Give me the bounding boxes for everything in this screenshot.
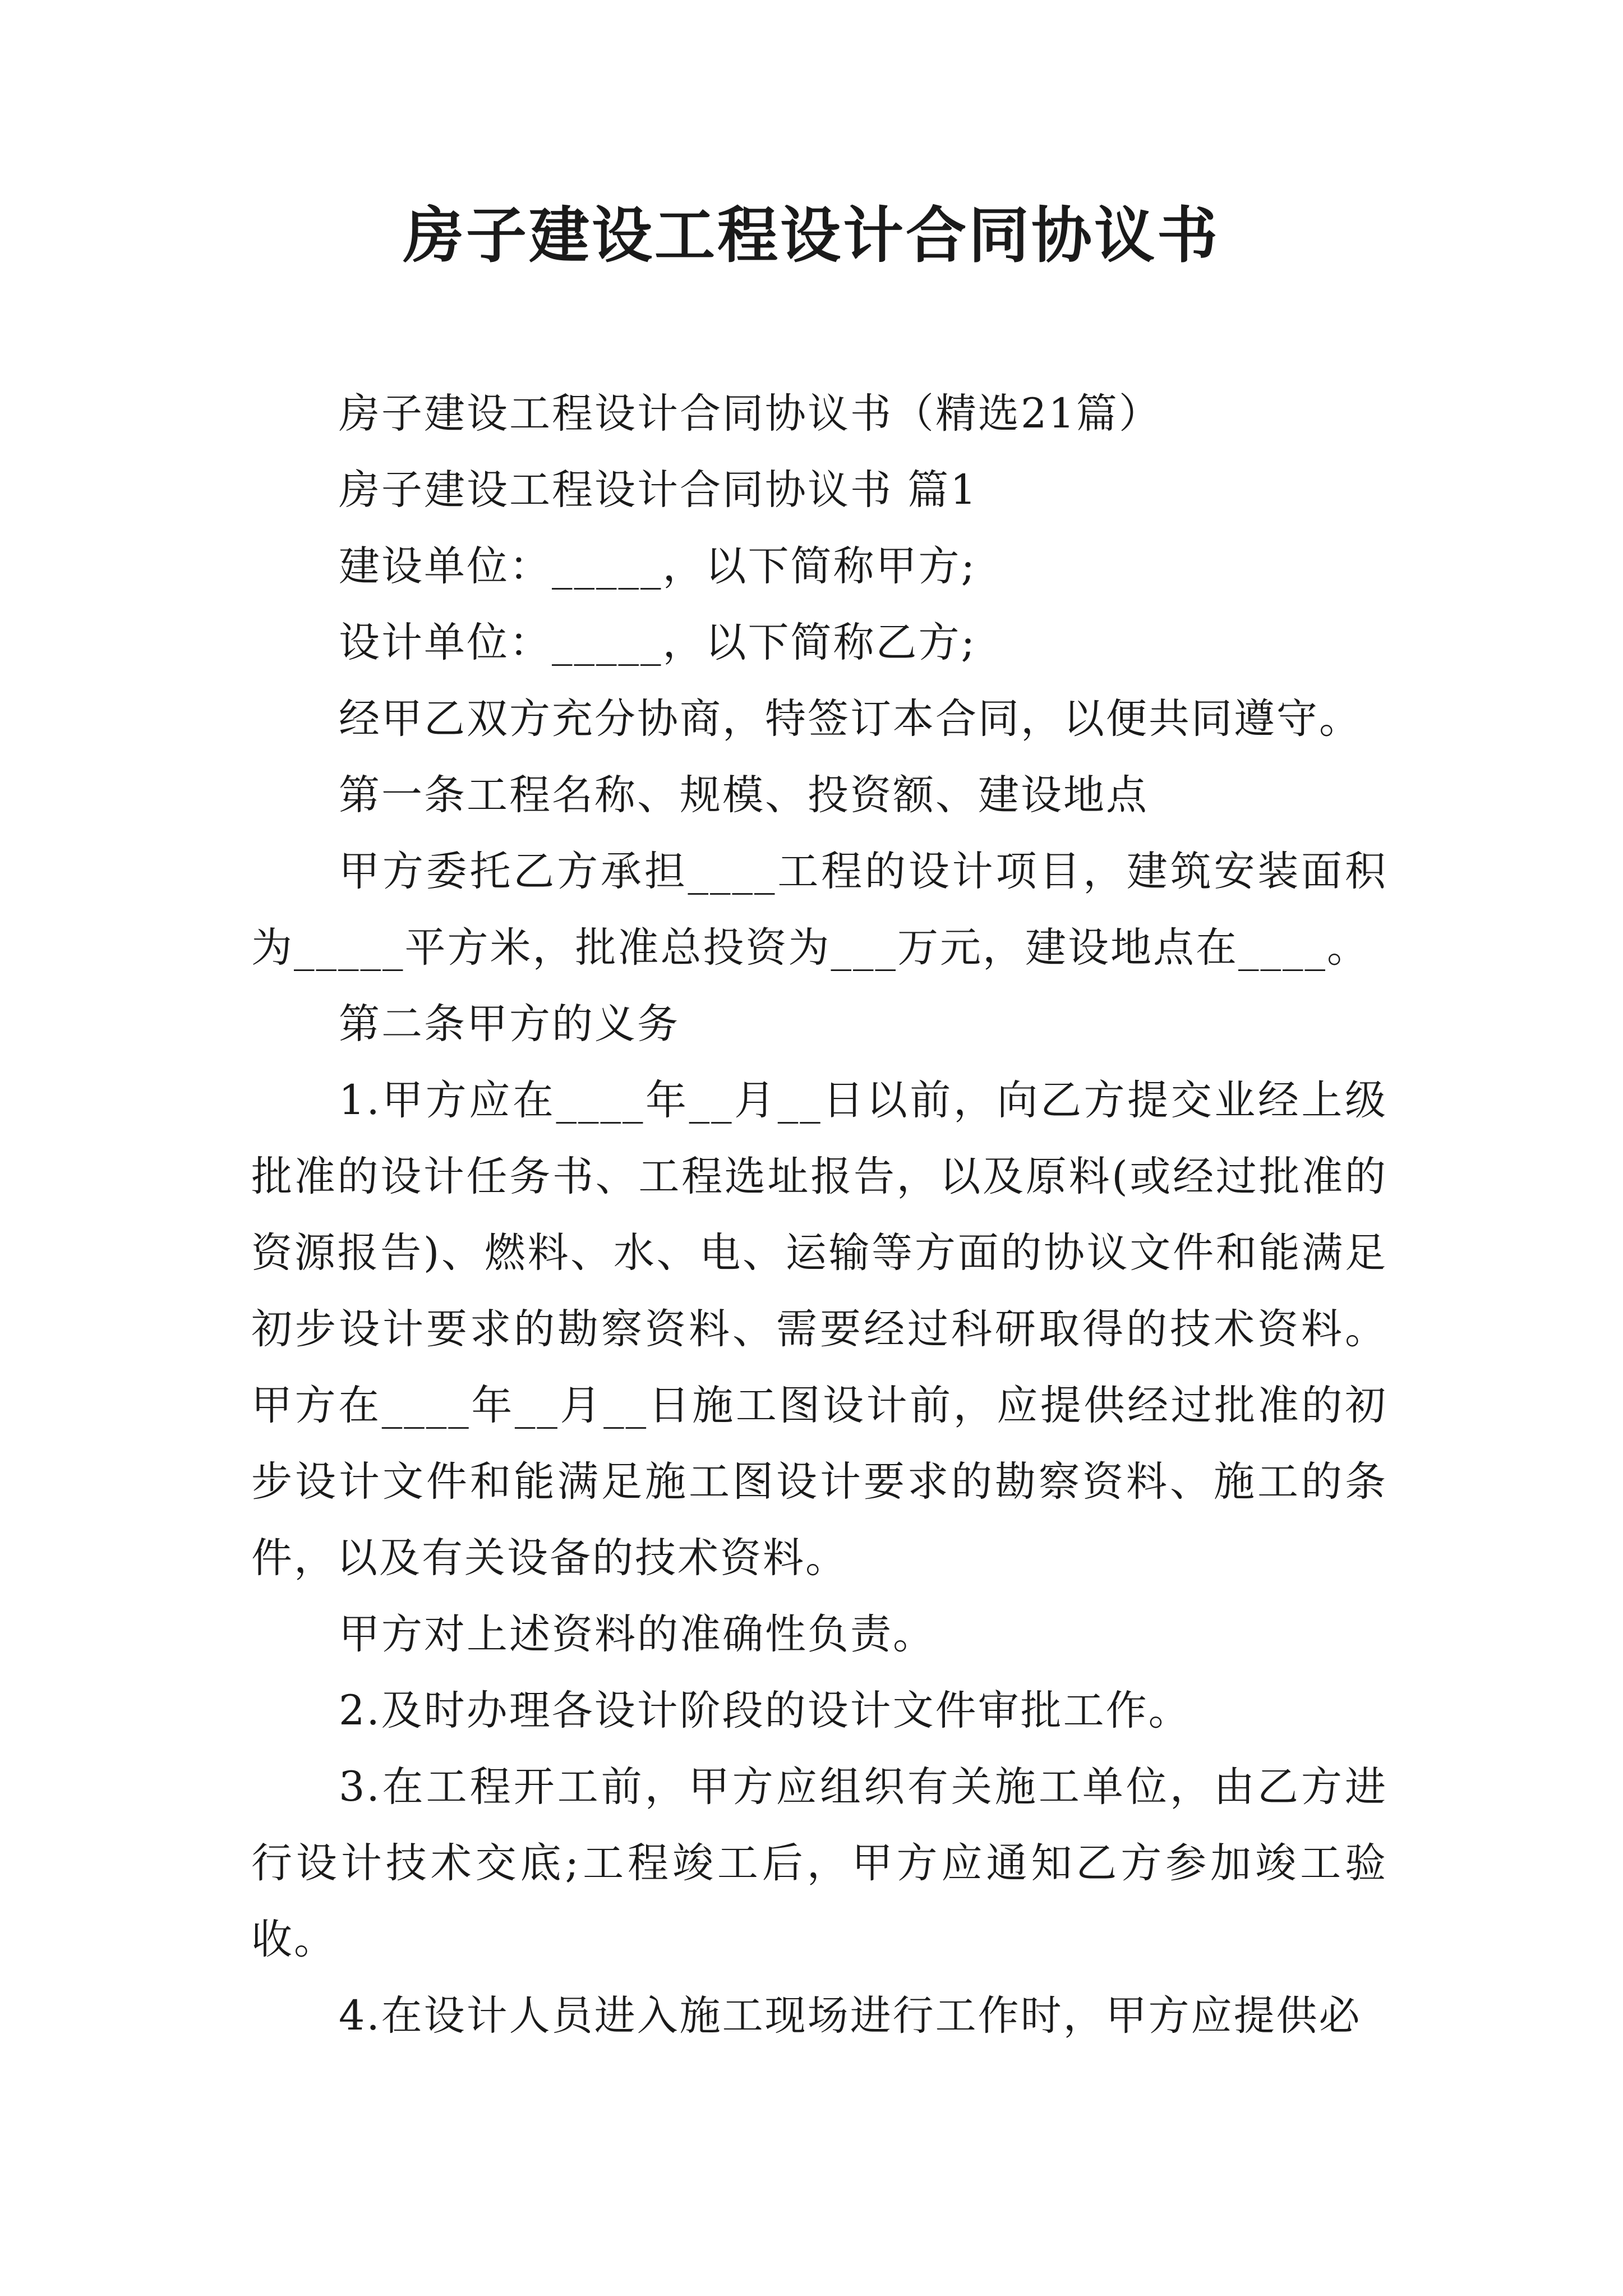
paragraph-article-1-body: 甲方委托乙方承担____工程的设计项目，建筑安装面积为_____平方米，批准总投资为___万元，建设地点在____。 bbox=[251, 848, 1387, 972]
paragraph-duty-1: 1.甲方应在____年__月__日以前，向乙方提交业经上级批准的设计任务书、工程选址报告，以及原料(或经过批准的资源报告)、燃料、水、电、运输等方面的协议文件和能满足初步设计要求的勘察资料、需要经过科研取得的技术资料。甲方在____年__月__日施工图设计前，应提供经过批准的初步设计文件和能满足施工图设计要求的勘察资料、施工的条件，以及有关设备的技术资料。 bbox=[251, 1076, 1387, 1582]
paragraph-duty-3: 3.在工程开工前，甲方应组织有关施工单位，由乙方进行设计技术交底;工程竣工后，甲方应通知乙方参加竣工验收。 bbox=[251, 1763, 1387, 1963]
paragraph-section-heading: 房子建设工程设计合同协议书 篇1 bbox=[339, 466, 978, 514]
paragraph-party-a: 建设单位：_____，以下简称甲方; bbox=[339, 542, 977, 590]
paragraph-article-2-heading: 第二条甲方的义务 bbox=[339, 1000, 680, 1048]
paragraph-duty-2: 2.及时办理各设计阶段的设计文件审批工作。 bbox=[339, 1687, 1191, 1734]
paragraph-subtitle: 房子建设工程设计合同协议书（精选21篇） bbox=[339, 390, 1161, 438]
paragraph-party-b: 设计单位：_____，以下简称乙方; bbox=[339, 619, 977, 666]
document-body bbox=[251, 376, 1387, 2054]
paragraph-accuracy: 甲方对上述资料的准确性负责。 bbox=[339, 1611, 935, 1658]
paragraph-agreement: 经甲乙双方充分协商，特签订本合同，以便共同遵守。 bbox=[339, 695, 1362, 743]
paragraph-article-1-heading: 第一条工程名称、规模、投资额、建设地点 bbox=[339, 771, 1149, 819]
paragraph-duty-4: 4.在设计人员进入施工现场进行工作时，甲方应提供必 bbox=[339, 1992, 1362, 2040]
document-title: 房子建设工程设计合同协议书 bbox=[403, 200, 1220, 271]
